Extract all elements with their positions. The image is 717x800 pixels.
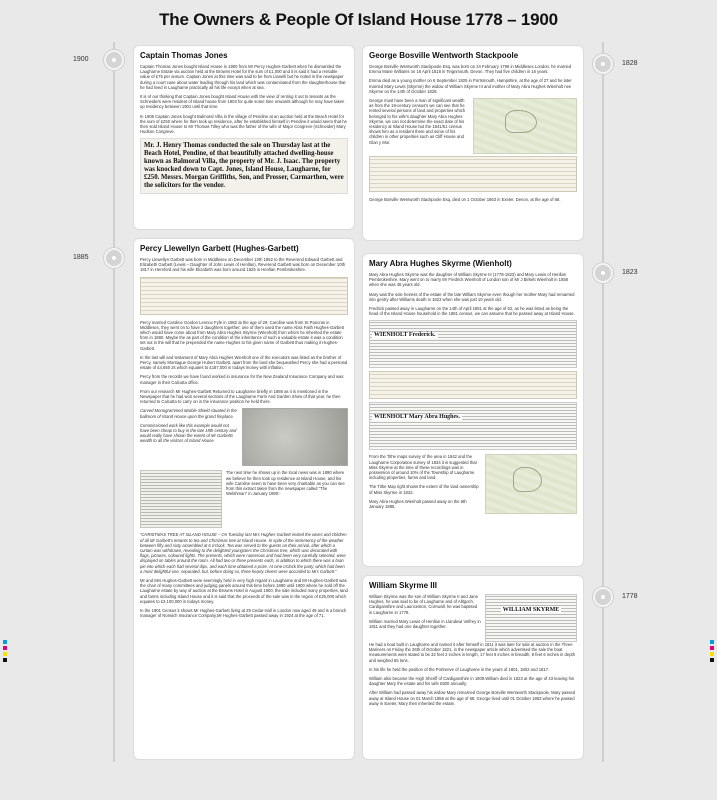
card-heading: Percy Llewellyn Garbett (Hughes-Garbett) bbox=[140, 244, 299, 253]
card-mary-skyrme bbox=[362, 253, 584, 567]
print-color-marks-left bbox=[3, 640, 7, 664]
census-map-image bbox=[473, 98, 577, 154]
card-paragraph: George Bosville Wentworth Stackpoole Esq. died on 1 October 1863 in Exeter, Devon, at the age of 68. bbox=[369, 197, 561, 203]
card-heading: William Skyrme III bbox=[369, 581, 437, 590]
left-timeline bbox=[113, 42, 115, 762]
card-heading: George Bosville Wentworth Stackpoole bbox=[369, 51, 519, 60]
card-paragraph: Fredrick passed away in Laugharne on the 14th of April 1881 at the age of 62, as he was listed as being the head of the Island House household in the 1881 census, we can assume that he passed away at Island House. bbox=[369, 306, 575, 317]
card-paragraph: Percy from the records we have found worked in insurance for the New Zealand Insurance Company and was manager in their Calcutta office. bbox=[140, 374, 344, 385]
timeline-marker-1900 bbox=[104, 50, 124, 70]
year-label-1778: 1778 bbox=[622, 593, 638, 600]
card-paragraph: Mr and Mrs Hughes-Garbett were seemingly held in very high regard in Laugharne and Mr Hughes-Garbett was the chair of many committees and judging panels around this time before 1890 until 1900 where he sold off the Laugharne estate by way of auction at the Browns Hotel in August 1900, the sale included many properties, land and farms including Island House and it is said that the proceeds of the sale was in the region of £25,000 which equates to £3,100,000 in todays money. bbox=[140, 578, 348, 604]
probate-record-frederick bbox=[369, 320, 577, 368]
timeline-marker-1828 bbox=[593, 54, 613, 74]
card-paragraph: George Bosville Wentworth Stackpoole Esq. was born on 24 February 1796 in Middlesex London, he married Emma Marie Williams on 16 April 1818 in Teignmouth, Devon. They had five children in 16 years. bbox=[369, 64, 572, 75]
card-paragraph: Mary was the sole heiress of the estate of the late William Skyrme even though her mother Mary had remarried into gentry after Williams death in 1823 when she was just 10 years old. bbox=[369, 291, 575, 302]
card-paragraph: In 1908 Captain Jones bought Balmoral Villa in the village of Pendine at an auction held at the Beach Hotel for the sum of £250 where he then took up residence, after he established himself in Pendine it would seem that he then sold Island House to Mr Thomas Tilley who was the father of the wife of Major Congreve (Schneider) Mary Hudson Congreve. bbox=[140, 113, 347, 135]
birth-register-image bbox=[140, 277, 348, 315]
card-heading: Mary Abra Hughes Skyrme (Wienholt) bbox=[369, 259, 512, 268]
card-paragraph: He had a boat built in Laugharne and named it after himself in 1811 it was later for sale at auction in the Three Mariners on Friday the 26th of October 1821, in the newspaper article which advertised the sale the boat measurements were stated to be 32 feet 2 inches in length, 17 feet 8 inches in breadth, 9 feet 6 inches in depth and weighed 65 tons. bbox=[369, 642, 576, 663]
probate-record-mary bbox=[369, 402, 577, 450]
card-percy-garbett bbox=[133, 238, 355, 760]
card-paragraph: In the 1901 Census it shows Mr Hughes-Garbett living at 29 Cedar Hall in London now aged 49 and is a branch manager of Norwich Insurance Company,Mr Hughes-Garbett passed away in 1924 at the age of 71. bbox=[140, 608, 347, 619]
card-paragraph: Captain Thomas Jones bought Island House in 1900 from Mr Percy Hughes-Garbett when he dismantled the Laugharne Estate via auction held at the Browns Hotel for the sum of £1,000 and it is said it had a rentable value of £75 per annum. Captain Jones at this time was said to be from Llanelli but he noted in the newspaper during a court case about water leading through his land which was contaminated from the slaughterhouse that he had lived in Laugharne practically all his life except when at sea. bbox=[140, 64, 346, 90]
card-paragraph: After William had passed away his widow Mary remarried George Bosville Wentworth Stackpoole, Mary passed away at Island House on 01 March 1856 at the age of 68, George lived until 01 October 1863 where he passed away in Exeter, Mary then inherited the estate. bbox=[369, 690, 576, 706]
christmas-tree-quote: “CHRISTMAS TREE AT ISLAND HOUSE – On Tuesday last Mrs Hughes-Garbett invited the wives and children of all Mr Garbett's tenants to tea and Christmas tree at Island House. In spite of the inclemency of the weather between fifty and sixty assembled at 6 o'clock. Tea was served to the guests on their arrival, after which a curtain was withdrawn, revealing to the delighted youngsters the Christmas tree, which was decorated with flags, pictures, coloured lights. The presents, which were numerous and had been very carefully selected, were displayed on tables around the room. All had two or three presents each, in addition to which there was a bran pie into which each had several dips, and each time obtained a prize. At nine o'clock the party, which had been a most delightful one, separated, but, before doing so, three hearty cheers were accorded to Mrs Garbett.” bbox=[140, 532, 347, 574]
news-caption: The next time he shows up in the local news was in 1890 where we believe he then took up residence at Island House, and his wife Caroline seem to have been very charitable as you can see from this extract taken from the newspaper called “The Welshman” in January 1890:- bbox=[226, 470, 345, 497]
tithe-map-image bbox=[485, 454, 577, 514]
card-thomas-jones bbox=[133, 45, 355, 230]
card-paragraph: William also became the High Sheriff of Cardiganshire in 1809.William died in 1823 at the age of 43 leaving his daughter Mary the estate and his wife £500 annually. bbox=[369, 676, 574, 687]
card-paragraph: In his life he held the position of the Portreeve of Laugharne in the years of 1801, 1802 and 1817. bbox=[369, 666, 550, 672]
right-timeline bbox=[602, 42, 604, 762]
card-paragraph: The Tithe Map right shows the extent of the land ownership of Miss Skyrme in 1842. bbox=[369, 484, 479, 495]
card-paragraph: In the last will and testament of Mary Abra Hughes Wienholt one of the executors was listed as the brother of Percy, namely Montague George Hubert Garbett, apart from the land she bequeathed Percy she had a personal estate of £4,650 2s which equates to £187,000 in todays money with inflation. bbox=[140, 354, 348, 371]
year-label-1828: 1828 bbox=[622, 60, 638, 67]
welshman-clipping-image bbox=[140, 470, 222, 528]
card-paragraph: From our research Mr Hughes-Garbett Returned to Laugharne briefly in 1886 as it is mentioned in the Newspaper that he had won several sections of the Laugharne Farm And Garden Show of that year, he then returned to Calcutta to carry on in the insurance position he held there. bbox=[140, 388, 341, 405]
card-paragraph: Emma died as a young mother on 6 September 1825 in Portsmouth, Hampshire, at the age of 27 and he later married Mary Lewis (Skyrme) the widow of William Skyrme III and mother of Mary Abra Hughes Wienholt nee Skyrme on the 14th of October 1828. bbox=[369, 78, 572, 94]
print-color-marks-right bbox=[710, 640, 714, 664]
card-heading: Captain Thomas Jones bbox=[140, 51, 228, 60]
probate-name-frederick: WIENHOLT Frederick. bbox=[374, 332, 436, 339]
card-paragraph: Percy married Caroline Gordon Lennox Fyfe in 1882 at the age of 29, Caroline was from St Pancras in Middlesex, they went on to have 2 daughters together, one of them used the name Abra Faith Hughes-Garbett which would have come about from Mary Abra Hughes Skyrme (Wienholt) from whom he inherited the estate from in 1880. Maybe the as part of the condition of the inheritance of such a valuable estate it was a condition set out in the will that he prepended the name Hughes to his given name of Garbett thus making it Hughes-Garbett. bbox=[140, 319, 344, 351]
timeline-marker-1778 bbox=[593, 587, 613, 607]
census-ledger-image bbox=[369, 156, 577, 192]
newspaper-clipping bbox=[140, 138, 348, 194]
card-george-stackpoole bbox=[362, 45, 584, 241]
card-paragraph: George must have been a man of significant wealth as from the 19-century census's we can see that he rented several persons of land and properties which belonged to his wife's daughter Mary Abra Hughes Skyrme, we can not determine the exact date of his residency at Island House but the 1841/51 census shows him as a resident there and some of his children in other properties such as Cliff House and Glan y Mor. bbox=[369, 98, 466, 145]
card-paragraph: Mary Abra Hughes Wienholt passed away on the 6th January 1885. bbox=[369, 498, 467, 510]
card-william-skyrme bbox=[362, 575, 584, 760]
card-paragraph: William married Mary Lewis of Henllan in Llandewi Velfrey in 1811 and they had one daughter together. bbox=[369, 618, 481, 630]
timeline-marker-1823 bbox=[593, 263, 613, 283]
year-label-1900: 1900 bbox=[73, 56, 89, 63]
card-paragraph: William Skyrme was the son of William Skyrme II and Jane Hughes, he was said to be of Laugharne and of Alltgoch, Cardiganshire and Launceston, Cornwall, he was baptised in Laugharne in 1778. bbox=[369, 594, 478, 615]
marble-shield-image bbox=[242, 408, 348, 466]
tithe-ledger-image bbox=[369, 371, 577, 399]
year-label-1823: 1823 bbox=[622, 269, 638, 276]
stone-caption: Carved Monogrammed Marble Shield situated in the ballroom of Island House upon the grand fireplace. bbox=[140, 408, 237, 419]
timeline-marker-1885 bbox=[104, 248, 124, 268]
page-title: The Owners & People Of Island House 1778 – 1900 bbox=[159, 10, 558, 29]
card-paragraph: Percy Llewellyn Garbett was born in Middlesex on December 10th 1852 to the Reverend Edward Garbett and Elizabeth Garbett (Lewis – Daughter of John Lewis of Henllan), Reverend Garbett was born on December 10th 1817 in Hereford and his wife Elizabeth was born around 1825 in Henllan Pembrokeshire. bbox=[140, 257, 346, 273]
probate-name-mary: WIENHOLT Mary Abra Hughes. bbox=[374, 414, 461, 421]
year-label-1885: 1885 bbox=[73, 254, 89, 261]
stone-caption-2: Commissioned work like this example would not have been cheap to buy in the late 19th century and would really have shown the extent of Mr Garbetts wealth to all the visitors of Island House. bbox=[140, 422, 237, 444]
card-paragraph: It is of our thinking that Captain Jones bought Island House with the view of renting it out to tenants as the Schneiders were resident of Island house from 1903 for quite some time onwards although he may have taken up residency between 1901 until that time. bbox=[140, 94, 345, 110]
auction-advert-image bbox=[485, 594, 577, 642]
card-paragraph: From the Tithe maps survey of the area in 1842 and the Laugharne Corporation survey of 1834 it is suggested that Miss Skyrme at the time of these recordings was in possession of around 10% of the Township of Laugharne including properties, farms and land. bbox=[369, 454, 477, 481]
advert-title: WILLIAM SKYRME bbox=[502, 607, 560, 613]
clipping-text: Mr. J. Henry Thomas conducted the sale on Thursday last at the Beach Hotel, Pendine, of that beautifully attached dwelling-house known as Balmoral Villa, the property of Mr. J. Isaac. The property was knocked down to Capt. Jones, Island House, Laugharne, for £250. Messrs. Morgan Griffiths, Son, and Prosser, Carmarthen, were the solicitors for the vendor. bbox=[144, 142, 344, 190]
card-paragraph: Mary Abra Hughes Skyrme was the daughter of William Skyrme III (1778-1823) and Mary Lewis of Henllan Pembrokeshire. Mary went on to marry Mr Fredrick Wienholt of London son of Mr J Birkett Wienholt in 1858 when she was 45 years old. bbox=[369, 272, 568, 288]
